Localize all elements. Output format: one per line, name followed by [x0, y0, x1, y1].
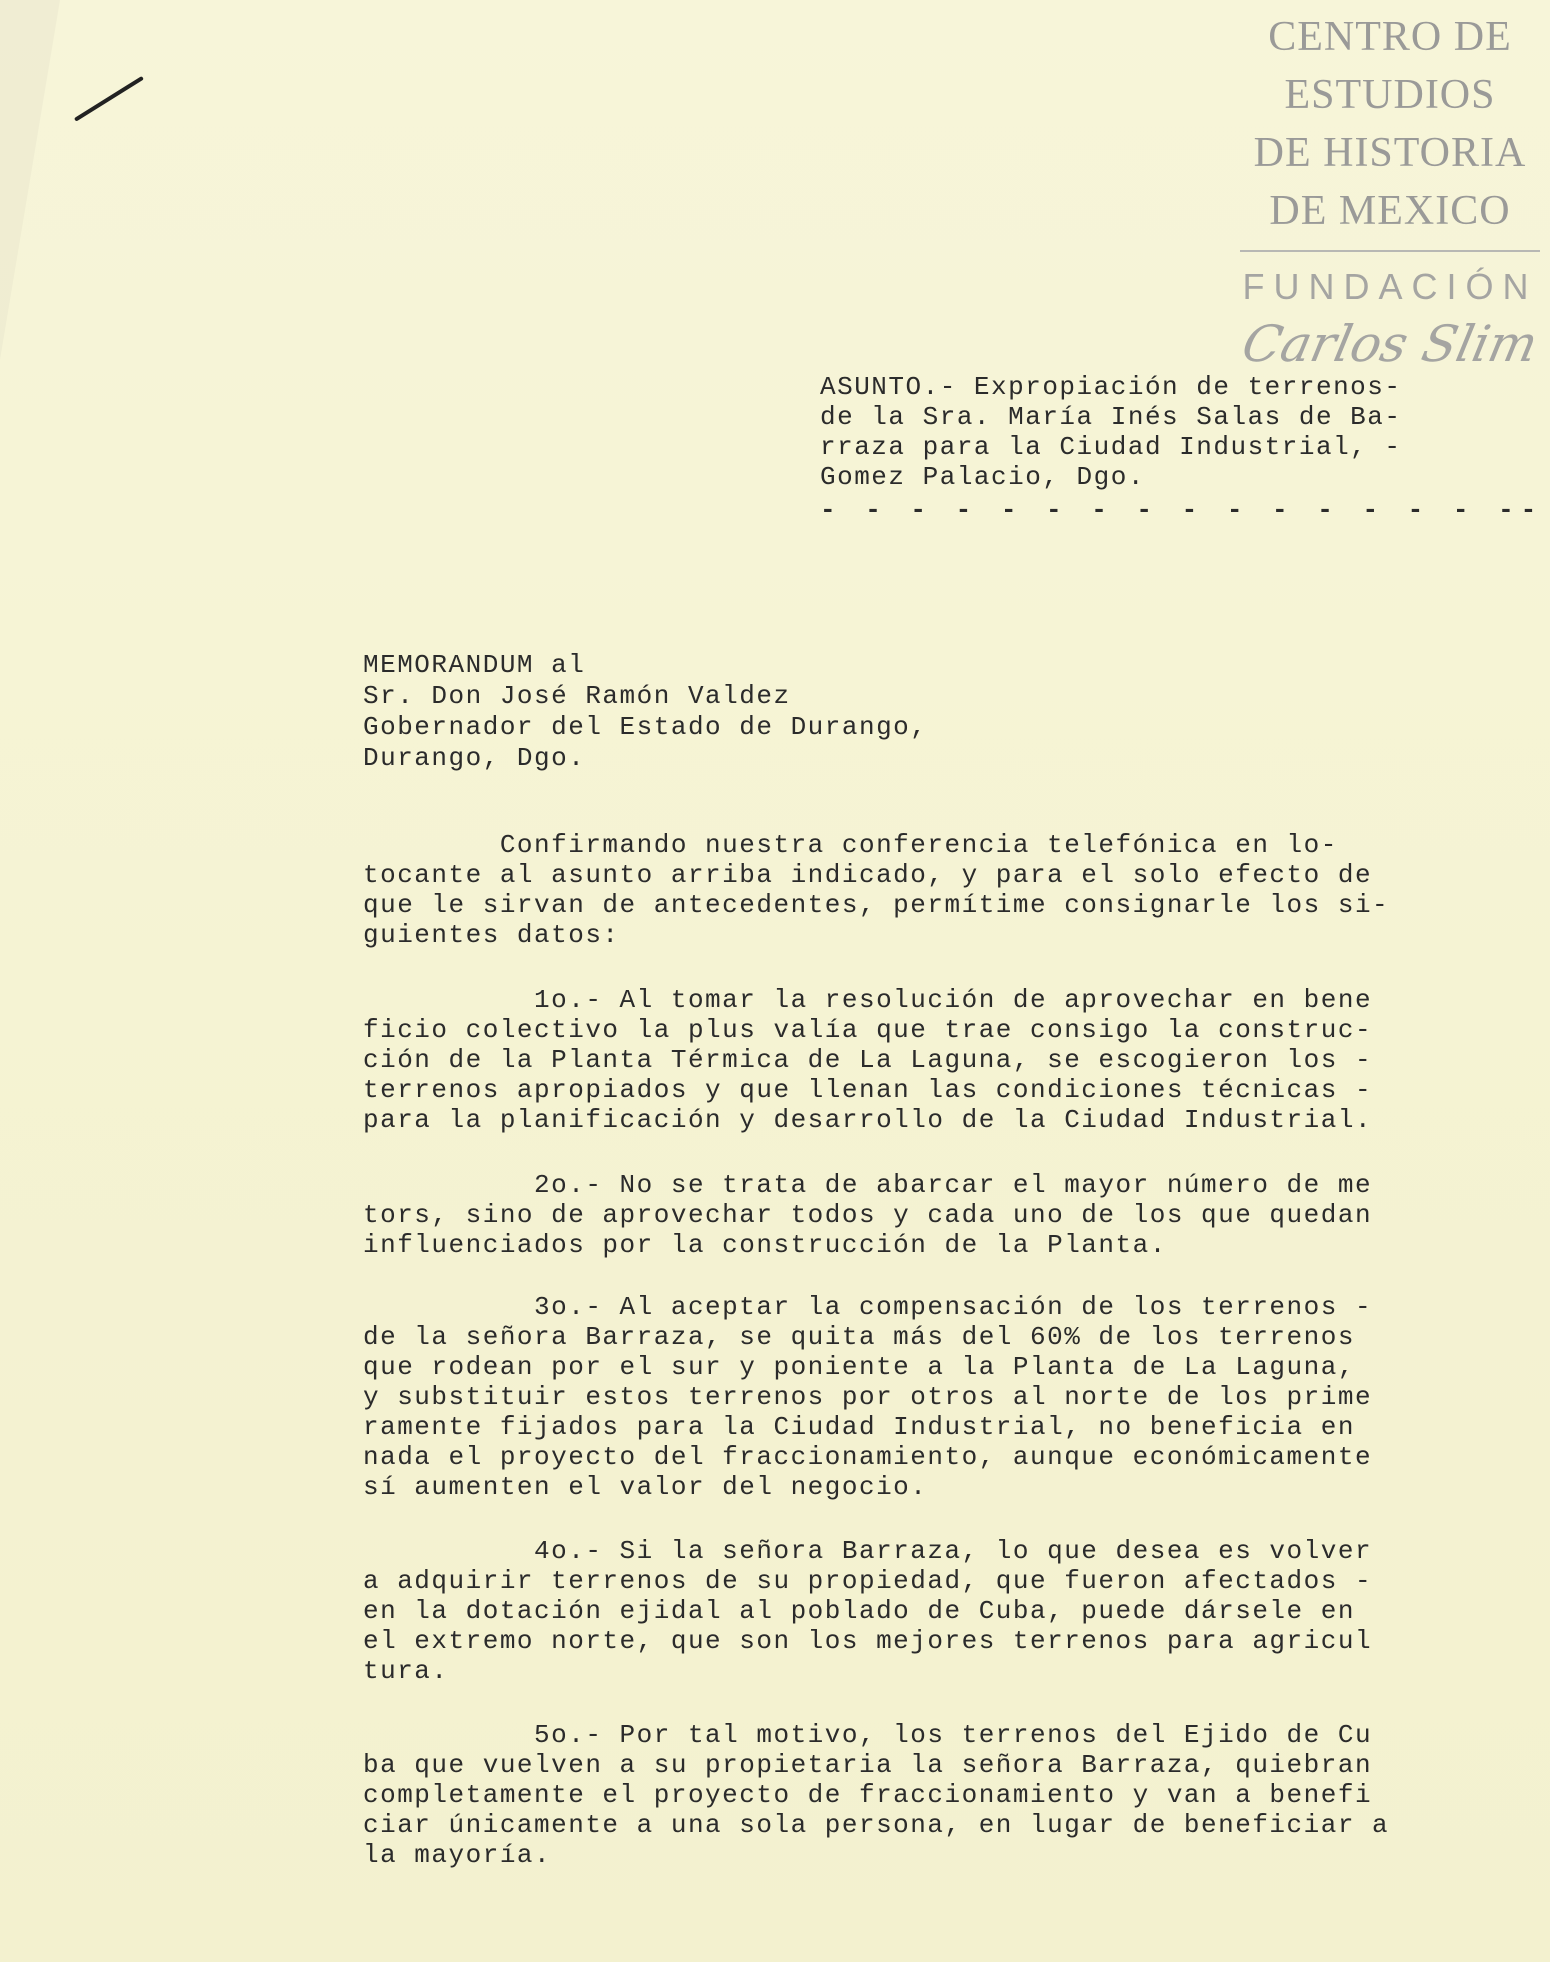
- pen-stroke-mark: [74, 76, 144, 122]
- body-line: sí aumenten el valor del negocio.: [363, 1472, 928, 1502]
- subject-line: Gomez Palacio, Dgo.: [820, 462, 1145, 492]
- body-line: influenciados por la construcción de la Planta.: [363, 1230, 1167, 1260]
- body-line: 3o.- Al aceptar la compensación de los terrenos -: [363, 1292, 1373, 1322]
- body-line: de la señora Barraza, se quita más del 60% de los terrenos: [363, 1322, 1355, 1352]
- body-line: terrenos apropiados y que llenan las condiciones técnicas -: [363, 1075, 1373, 1105]
- watermark-divider: [1240, 250, 1540, 252]
- body-line: tors, sino de aprovechar todos y cada uno de los que quedan: [363, 1200, 1373, 1230]
- body-line: nada el proyecto del fraccionamiento, aunque económicamente: [363, 1442, 1373, 1472]
- body-line: ficio colectivo la plus valía que trae consigo la construc-: [363, 1015, 1373, 1045]
- watermark-line-3: DE HISTORIA: [1253, 130, 1527, 176]
- body-line: que le sirvan de antecedentes, permítime consignarle los si-: [363, 890, 1390, 920]
- recipient-line: Sr. Don José Ramón Valdez: [363, 681, 791, 711]
- body-line: ba que vuelven a su propietaria la señora Barraza, quiebran: [363, 1750, 1373, 1780]
- body-line: ciar únicamente a una sola persona, en lugar de beneficiar a: [363, 1810, 1390, 1840]
- body-line: a adquirir terrenos de su propiedad, que fueron afectados -: [363, 1566, 1373, 1596]
- body-line: que rodean por el sur y poniente a la Planta de La Laguna,: [363, 1352, 1355, 1382]
- body-line: ción de la Planta Térmica de La Laguna, se escogieron los -: [363, 1045, 1373, 1075]
- paragraph-1: [363, 985, 1463, 1135]
- body-line: para la planificación y desarrollo de la Ciudad Industrial.: [363, 1105, 1373, 1135]
- body-line: 2o.- No se trata de abarcar el mayor número de me: [363, 1170, 1373, 1200]
- recipient-line: Gobernador del Estado de Durango,: [363, 712, 928, 742]
- paragraph-3: [363, 1292, 1463, 1502]
- body-line: Confirmando nuestra conferencia telefónica en lo-: [363, 830, 1338, 860]
- paragraph-4: [363, 1536, 1463, 1686]
- subject-line: de la Sra. María Inés Salas de Ba-: [820, 402, 1402, 432]
- subject-dash-rule: - - - - - - - - - - - - - - - --: [820, 495, 1544, 525]
- body-line: el extremo norte, que son los mejores terrenos para agricul: [363, 1626, 1373, 1656]
- page-corner-shadow: [0, 0, 60, 360]
- subject-line: rraza para la Ciudad Industrial, -: [820, 432, 1402, 462]
- body-line: 1o.- Al tomar la resolución de aprovechar en bene: [363, 985, 1373, 1015]
- watermark-line-1: CENTRO DE: [1268, 14, 1512, 60]
- paragraph-2: [363, 1170, 1463, 1260]
- watermark-signature: Carlos Slim: [1237, 315, 1543, 373]
- body-line: 4o.- Si la señora Barraza, lo que desea es volver: [363, 1536, 1373, 1566]
- recipient-line: MEMORANDUM al: [363, 650, 586, 680]
- recipient-line: Durango, Dgo.: [363, 743, 586, 773]
- body-line: la mayoría.: [363, 1840, 552, 1870]
- recipient-block: [363, 650, 927, 774]
- body-line: en la dotación ejidal al poblado de Cuba, puede dársele en: [363, 1596, 1355, 1626]
- body-line: tocante al asunto arriba indicado, y para el solo efecto de: [363, 860, 1373, 890]
- body-line: ramente fijados para la Ciudad Industrial, no beneficia en: [363, 1412, 1355, 1442]
- subject-line: ASUNTO.- Expropiación de terrenos-: [820, 372, 1402, 402]
- body-line: y substituir estos terrenos por otros al norte de los prime: [363, 1382, 1373, 1412]
- watermark-line-2: ESTUDIOS: [1284, 72, 1496, 118]
- body-line: 5o.- Por tal motivo, los terrenos del Ejido de Cu: [363, 1720, 1373, 1750]
- body-line: tura.: [363, 1656, 449, 1686]
- watermark-line-4: DE MEXICO: [1269, 188, 1511, 234]
- subject-block: [820, 372, 1402, 492]
- watermark-fundacion: FUNDACIÓN: [1242, 266, 1538, 307]
- body-line: completamente el proyecto de fraccionamiento y van a benefi: [363, 1780, 1373, 1810]
- paragraph-5: [363, 1720, 1463, 1870]
- archive-watermark: [1237, 8, 1543, 376]
- intro-paragraph: [363, 830, 1463, 950]
- body-line: guientes datos:: [363, 920, 620, 950]
